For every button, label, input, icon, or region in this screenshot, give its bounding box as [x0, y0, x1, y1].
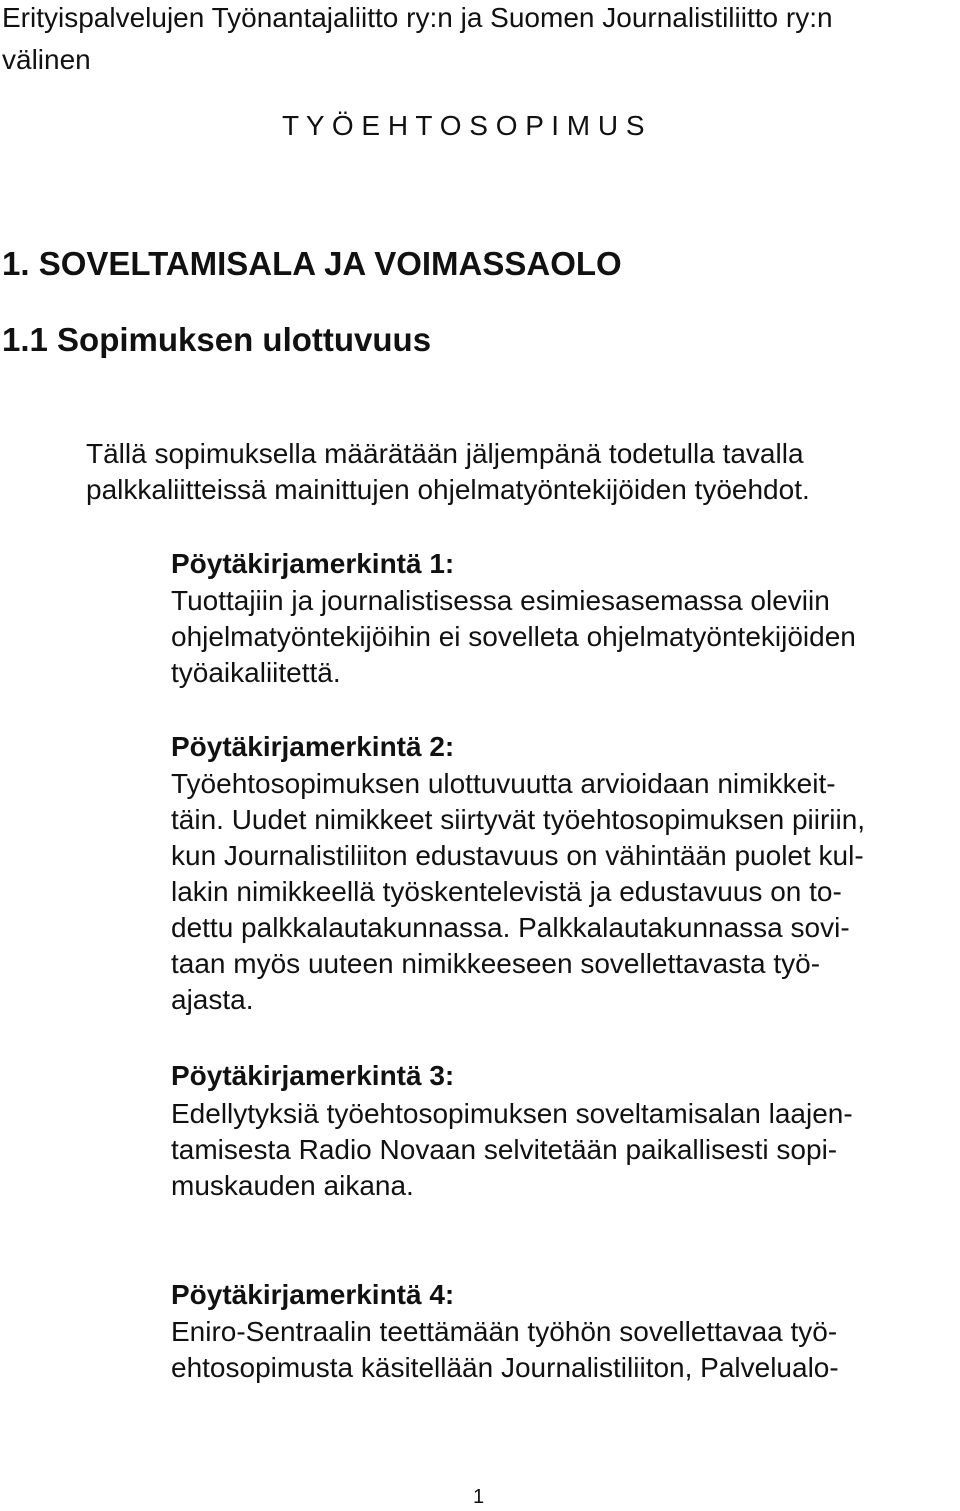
paragraph-line: taan myös uuteen nimikkeeseen sovellettavasta työ-: [171, 948, 821, 979]
protocol-note-body: [171, 1314, 955, 1386]
parties-line: Erityispalvelujen Työnantajaliitto ry:n ja Suomen Journalistiliitto ry:n: [2, 2, 833, 33]
paragraph-line: Eniro-Sentraalin teettämään työhön sovellettavaa työ-: [171, 1316, 838, 1347]
document-title: T Y Ö E H T O S O P I M U S: [282, 110, 645, 141]
paragraph-line: Työehtosopimuksen ulottuvuutta arvioidaan nimikkeit-: [171, 768, 836, 799]
protocol-note-title: Pöytäkirjamerkintä 3:: [171, 1060, 455, 1091]
paragraph-line: täin. Uudet nimikkeet siirtyvät työehtosopimuksen piiriin,: [171, 804, 866, 835]
paragraph-line: kun Journalistiliiton edustavuus on vähintään puolet kul-: [171, 840, 864, 871]
intro-paragraph: [86, 436, 954, 508]
page-number: 1: [473, 1486, 485, 1508]
paragraph-line: työaikaliitettä.: [171, 657, 341, 688]
parties-line-continued: välinen: [2, 44, 91, 75]
paragraph-line: tamisesta Radio Novaan selvitetään paikallisesti sopi-: [171, 1134, 838, 1165]
section-heading: 1. SOVELTAMISALA JA VOIMASSAOLO: [2, 245, 622, 282]
paragraph-line: Tuottajiin ja journalistisessa esimiesasemassa oleviin: [171, 585, 830, 616]
paragraph-line: dettu palkkalautakunnassa. Palkkalautakunnassa sovi-: [171, 912, 850, 943]
protocol-note-body: [171, 583, 955, 691]
paragraph-line: Edellytyksiä työehtosopimuksen soveltamisalan laajen-: [171, 1098, 853, 1129]
paragraph-line: ohjelmatyöntekijöihin ei sovelleta ohjelmatyöntekijöiden: [171, 621, 856, 652]
paragraph-line: Tällä sopimuksella määrätään jäljempänä todetulla tavalla: [86, 438, 804, 469]
protocol-note-body: [171, 1096, 955, 1204]
section-subheading: 1.1 Sopimuksen ulottuvuus: [2, 321, 432, 358]
protocol-note-title: Pöytäkirjamerkintä 2:: [171, 731, 455, 762]
protocol-note-body: [171, 766, 955, 1018]
paragraph-line: muskauden aikana.: [171, 1170, 414, 1201]
protocol-note-title: Pöytäkirjamerkintä 4:: [171, 1279, 455, 1310]
paragraph-line: palkkaliitteissä mainittujen ohjelmatyöntekijöiden työehdot.: [86, 474, 810, 505]
paragraph-line: lakin nimikkeellä työskentelevistä ja edustavuus on to-: [171, 876, 842, 907]
paragraph-line: ehtosopimusta käsitellään Journalistiliiton, Palvelualo-: [171, 1352, 839, 1383]
paragraph-line: ajasta.: [171, 984, 254, 1015]
protocol-note-title: Pöytäkirjamerkintä 1:: [171, 548, 455, 579]
